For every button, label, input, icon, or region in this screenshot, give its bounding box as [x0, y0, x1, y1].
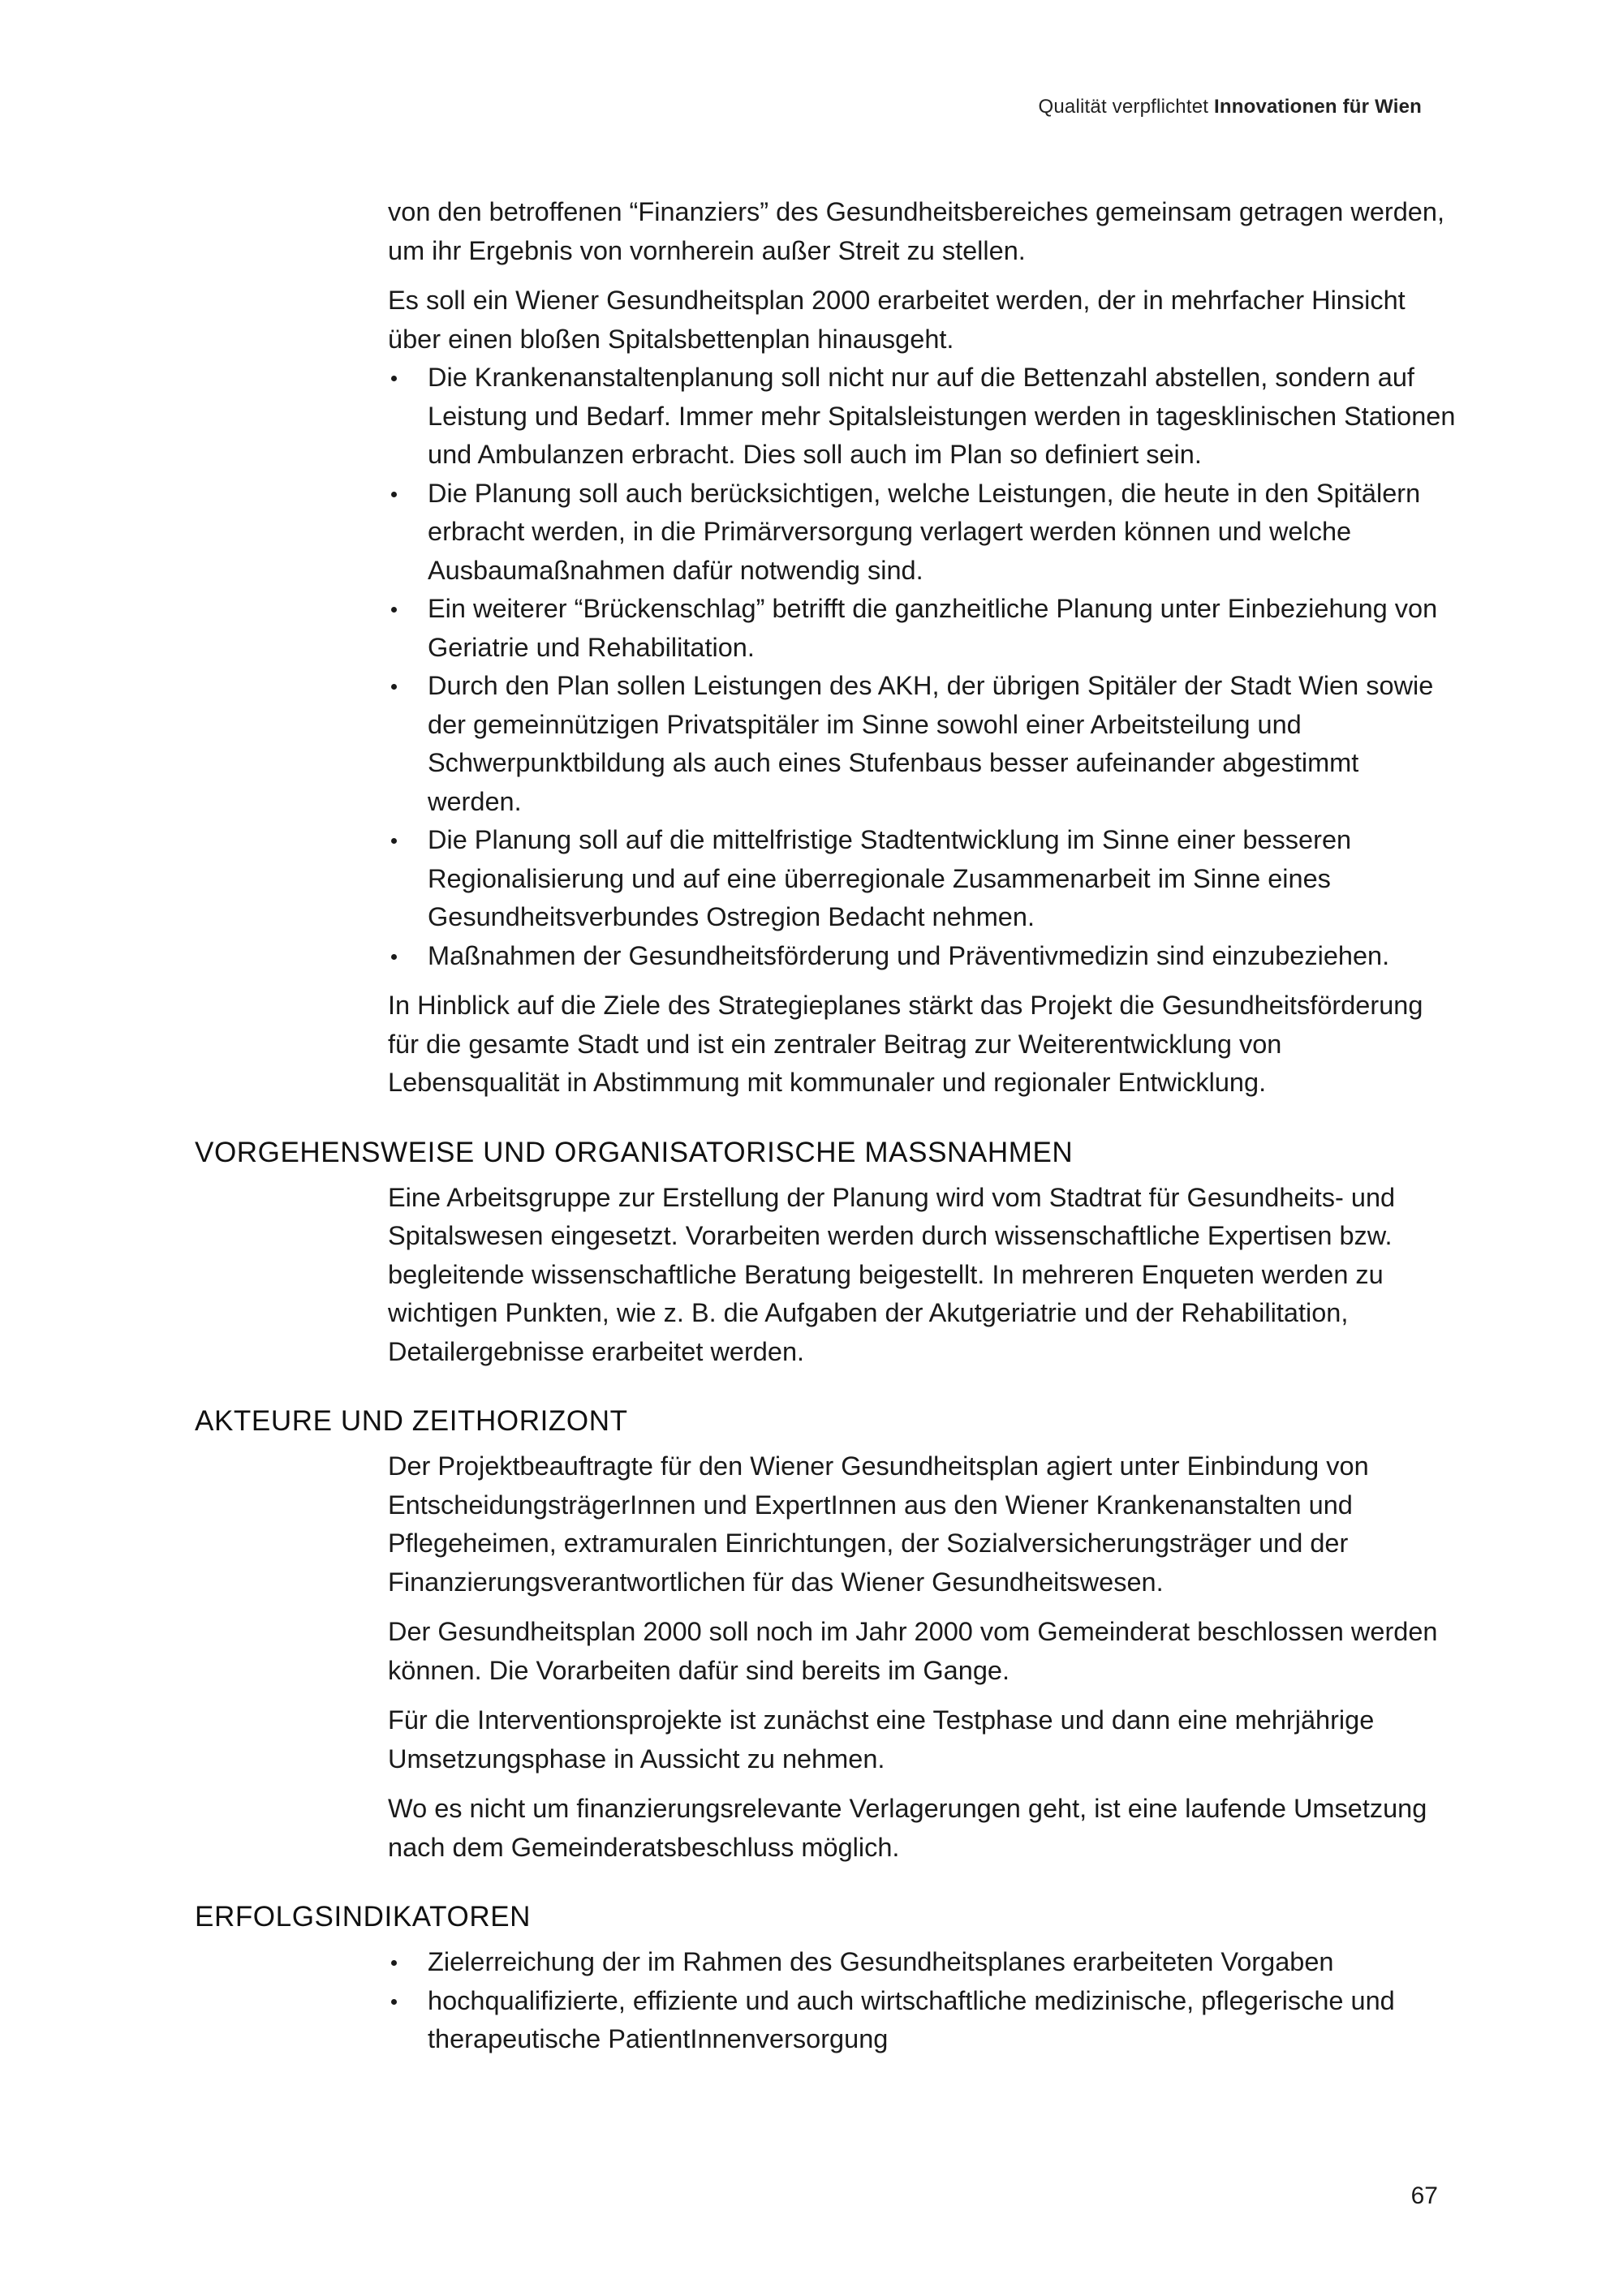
list-item: Maßnahmen der Gesundheitsförderung und Präventivmedizin sind einzubeziehen. — [388, 937, 1459, 976]
list-item: Die Krankenanstaltenplanung soll nicht nur auf die Bettenzahl abstellen, sondern auf Leistung und Bedarf. Immer mehr Spitalsleistungen werden in tagesklinischen Stationen und Ambulanzen erbracht. Dies soll auch im Plan so definiert sein. — [388, 359, 1459, 475]
running-header-emphasis: Innovationen für Wien — [1214, 96, 1422, 118]
list-item: Durch den Plan sollen Leistungen des AKH, der übrigen Spitäler der Stadt Wien sowie der gemeinnützigen Privatspitäler im Sinne sowohl einer Arbeitsteilung und Schwerpunktbildung als auch eines Stufenbaus besser aufeinander abgestimmt werden. — [388, 667, 1459, 821]
section-heading-erfolgsindikatoren: ERFOLGSINDIKATOREN — [195, 1901, 532, 1933]
section-heading-akteure: AKTEURE UND ZEITHORIZONT — [195, 1405, 628, 1437]
page-content — [195, 193, 1459, 2070]
akteure-paragraph: Der Gesundheitsplan 2000 soll noch im Jahr 2000 vom Gemeinderat beschlossen werden können. Die Vorarbeiten dafür sind bereits im Gange. — [388, 1617, 1438, 1685]
page-number: 67 — [1410, 2182, 1438, 2209]
running-header-prefix: Qualität verpflichtet — [1038, 96, 1209, 118]
akteure-paragraph: Wo es nicht um finanzierungsrelevante Verlagerungen geht, ist eine laufende Umsetzung nach dem Gemeinderatsbeschluss möglich. — [388, 1794, 1427, 1862]
plan-bullet-list — [388, 359, 1459, 975]
plan-statement-paragraph: Es soll ein Wiener Gesundheitsplan 2000 erarbeitet werden, der in mehrfacher Hinsicht über einen bloßen Spitalsbettenplan hinausgeht. — [388, 286, 1406, 354]
indicator-bullet-list — [388, 1943, 1459, 2059]
akteure-paragraph: Der Projektbeauftragte für den Wiener Gesundheitsplan agiert unter Einbindung von EntscheidungsträgerInnen und ExpertInnen aus den Wiener Krankenanstalten und Pflegeheimen, extramuralen Einrichtungen, der Sozialversicherungsträger und der Finanzierungsverantwortlichen für das Wiener Gesundheitswesen. — [388, 1451, 1369, 1597]
section-heading-vorgehensweise: VORGEHENSWEISE UND ORGANISATORISCHE MASSNAHMEN — [195, 1136, 1074, 1168]
continuation-paragraph: von den betroffenen “Finanziers” des Gesundheitsbereiches gemeinsam getragen werden, um ihr Ergebnis von vornherein außer Streit zu stellen. — [388, 197, 1444, 265]
list-item: Zielerreichung der im Rahmen des Gesundheitsplanes erarbeiteten Vorgaben — [388, 1943, 1459, 1982]
list-item: Die Planung soll auf die mittelfristige Stadtentwicklung im Sinne einer besseren Regionalisierung und auf eine überregionale Zusammenarbeit im Sinne eines Gesundheitsverbundes Ostregion Bedacht nehmen. — [388, 821, 1459, 937]
conclusion-paragraph: In Hinblick auf die Ziele des Strategieplanes stärkt das Projekt die Gesundheitsförderung für die gesamte Stadt und ist ein zentraler Beitrag zur Weiterentwicklung von Lebensqualität in Abstimmung mit kommunaler und regionaler Entwicklung. — [388, 991, 1423, 1097]
list-item: hochqualifizierte, effiziente und auch wirtschaftliche medizinische, pflegerische und therapeutische PatientInnenversorgung — [388, 1982, 1459, 2059]
running-header — [1039, 96, 1423, 118]
list-item: Ein weiterer “Brückenschlag” betrifft die ganzheitliche Planung unter Einbeziehung von Geriatrie und Rehabilitation. — [388, 590, 1459, 667]
akteure-paragraph: Für die Interventionsprojekte ist zunächst eine Testphase und dann eine mehrjährige Umsetzungsphase in Aussicht zu nehmen. — [388, 1705, 1375, 1774]
vorgehensweise-paragraph: Eine Arbeitsgruppe zur Erstellung der Planung wird vom Stadtrat für Gesundheits- und Spitalswesen eingesetzt. Vorarbeiten werden durch wissenschaftliche Expertisen bzw. begleitende wissenschaftliche Beratung beigestellt. In mehreren Enqueten werden zu wichtigen Punkten, wie z. B. die Aufgaben der Akutgeriatrie und der Rehabilitation, Detailergebnisse erarbeitet werden. — [388, 1182, 1396, 1366]
list-item: Die Planung soll auch berücksichtigen, welche Leistungen, die heute in den Spitälern erbracht werden, in die Primärversorgung verlagert werden können und welche Ausbaumaßnahmen dafür notwendig sind. — [388, 475, 1459, 591]
